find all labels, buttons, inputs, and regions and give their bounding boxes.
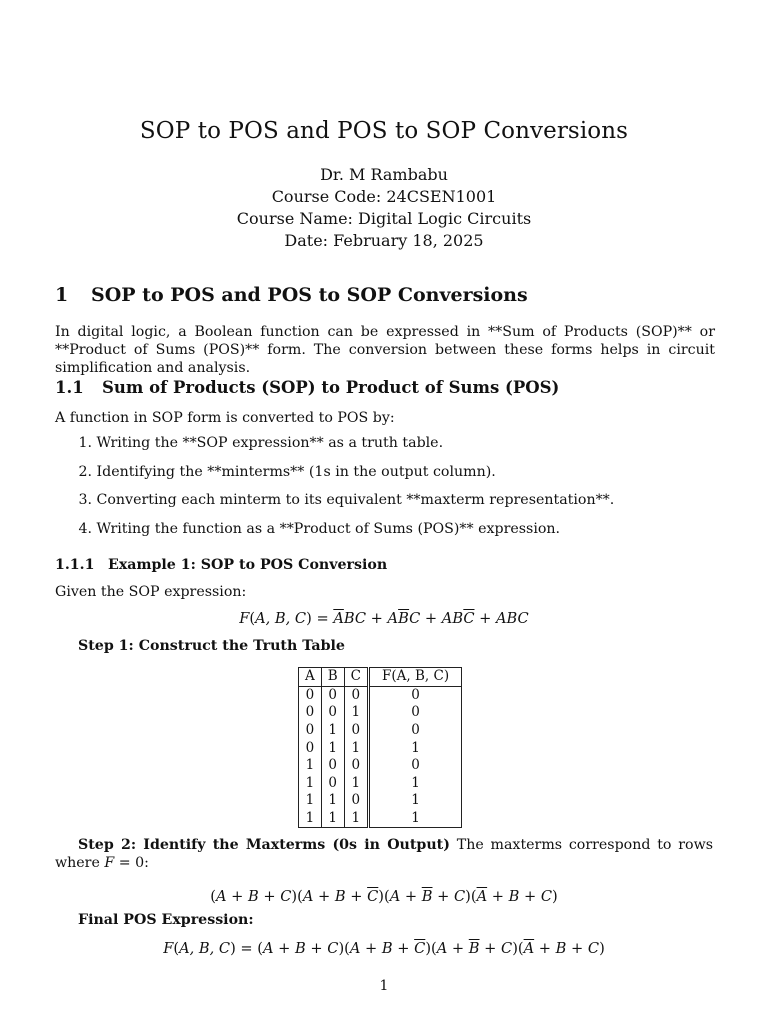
item-text: Identifying the **minterms** (1s in the output column). [96,463,496,480]
table-cell: 1 [344,775,368,793]
title-block [0,118,768,252]
item-number: 4. [78,520,92,537]
steps-list [73,434,614,548]
table-cell: 1 [321,739,344,757]
author: Dr. M Rambabu [320,165,448,184]
list-item [73,434,614,463]
course-code: Course Code: 24CSEN1001 [271,187,497,206]
table-cell: 0 [344,686,368,704]
section-heading [55,284,528,306]
table-cell: 1 [321,792,344,810]
final-pos-heading [78,912,254,928]
section-number: 1 [55,284,69,306]
table-header-row [299,668,462,687]
table-cell: 0 [344,757,368,775]
table-cell: 0 [299,739,322,757]
table-row [299,722,462,740]
final-pos-label: Final POS Expression: [78,912,254,928]
table-cell: 0 [321,775,344,793]
step1-label: Step 1: Construct the Truth Table [78,638,345,654]
table-row [299,739,462,757]
column-header: C [344,668,368,687]
table-cell: 1 [299,810,322,828]
lead-paragraph: A function in SOP form is converted to POS by: [55,410,395,426]
maxterms-equation: $(A + B + C)(A + B + \overline{C})(A + \overline{B} + C)(\overline{A} + B + C)$ [210,888,558,905]
course-name: Course Name: Digital Logic Circuits [236,209,532,228]
table-row [299,775,462,793]
table-cell: 0 [321,704,344,722]
table-cell: 0 [321,757,344,775]
table-cell: 0 [299,704,322,722]
step1-heading [78,638,345,654]
table-cell: 1 [299,775,322,793]
step2-text: The maxterms correspond to rows where [55,837,713,871]
step2-paragraph: Step 2: Identify the Maxterms (0s in Output) The maxterms correspond to rows where F = 0: [55,837,713,871]
table-row [299,757,462,775]
example-number: 1.1.1 [55,557,95,573]
table-cell: 1 [344,739,368,757]
section-title: SOP to POS and POS to SOP Conversions [91,284,528,306]
subsection-number: 1.1 [55,378,84,397]
table-cell: 0 [369,722,462,740]
pos-equation: F(A, B, $C) = (A + B + C)(A + B + \overline{C})(A + \overline{B} + C)(\overline{A} + B + C)$ [163,940,605,957]
subsection-title: Sum of Products (SOP) to Product of Sums (POS) [102,378,560,397]
table-cell: 0 [369,686,462,704]
table-cell: 0 [369,757,462,775]
table-cell: 1 [299,792,322,810]
given-text: Given the SOP expression: [55,584,247,600]
page-number: 1 [379,978,389,994]
column-header: B [321,668,344,687]
item-text: Writing the **SOP expression** as a truth table. [96,435,444,451]
sop-equation: F(A, B, $C) = \overline{A}BC + A\overline{B}C + AB\overline{C}$ + ABC [239,610,529,627]
table-cell: 0 [299,722,322,740]
table-cell: 1 [369,792,462,810]
table-cell: 0 [299,686,322,704]
table-cell: 1 [299,757,322,775]
table-cell: 0 [321,686,344,704]
column-header: F(A, B, C) [369,668,462,687]
subsection-heading [55,378,559,397]
list-item [73,491,614,520]
list-item [73,520,614,549]
table-cell: 1 [369,810,462,828]
date: Date: February 18, 2025 [284,231,484,250]
table-cell: 1 [321,722,344,740]
table-cell: 0 [369,704,462,722]
table-row [299,686,462,704]
item-number: 2. [78,463,92,480]
paper-title: SOP to POS and POS to SOP Conversions [139,118,629,144]
table-cell: 1 [344,810,368,828]
table-cell: 0 [344,722,368,740]
example-title: Example 1: SOP to POS Conversion [108,557,388,573]
table-cell: 0 [344,792,368,810]
item-text: Converting each minterm to its equivalent **maxterm representation**. [96,492,615,509]
example-heading [55,557,387,573]
table-row [299,704,462,722]
table-cell: 1 [369,739,462,757]
table-row [299,810,462,828]
step2-label: Step 2: Identify the Maxterms (0s in Output) [78,837,450,853]
list-item [73,463,614,492]
item-number: 3. [78,492,92,509]
table-cell: 1 [344,704,368,722]
item-text: Writing the function as a **Product of Sums (POS)** expression. [96,520,561,537]
table-row [299,792,462,810]
intro-paragraph: In digital logic, a Boolean function can be expressed in **Sum of Products (SOP)** or **Product of Sums (POS)** form. The conversion between these forms helps in circuit simplification and analysis. [55,324,715,376]
table-cell: 1 [321,810,344,828]
item-number: 1. [78,435,92,451]
table-cell: 1 [369,775,462,793]
column-header: A [299,668,322,687]
truth-table [298,667,462,828]
